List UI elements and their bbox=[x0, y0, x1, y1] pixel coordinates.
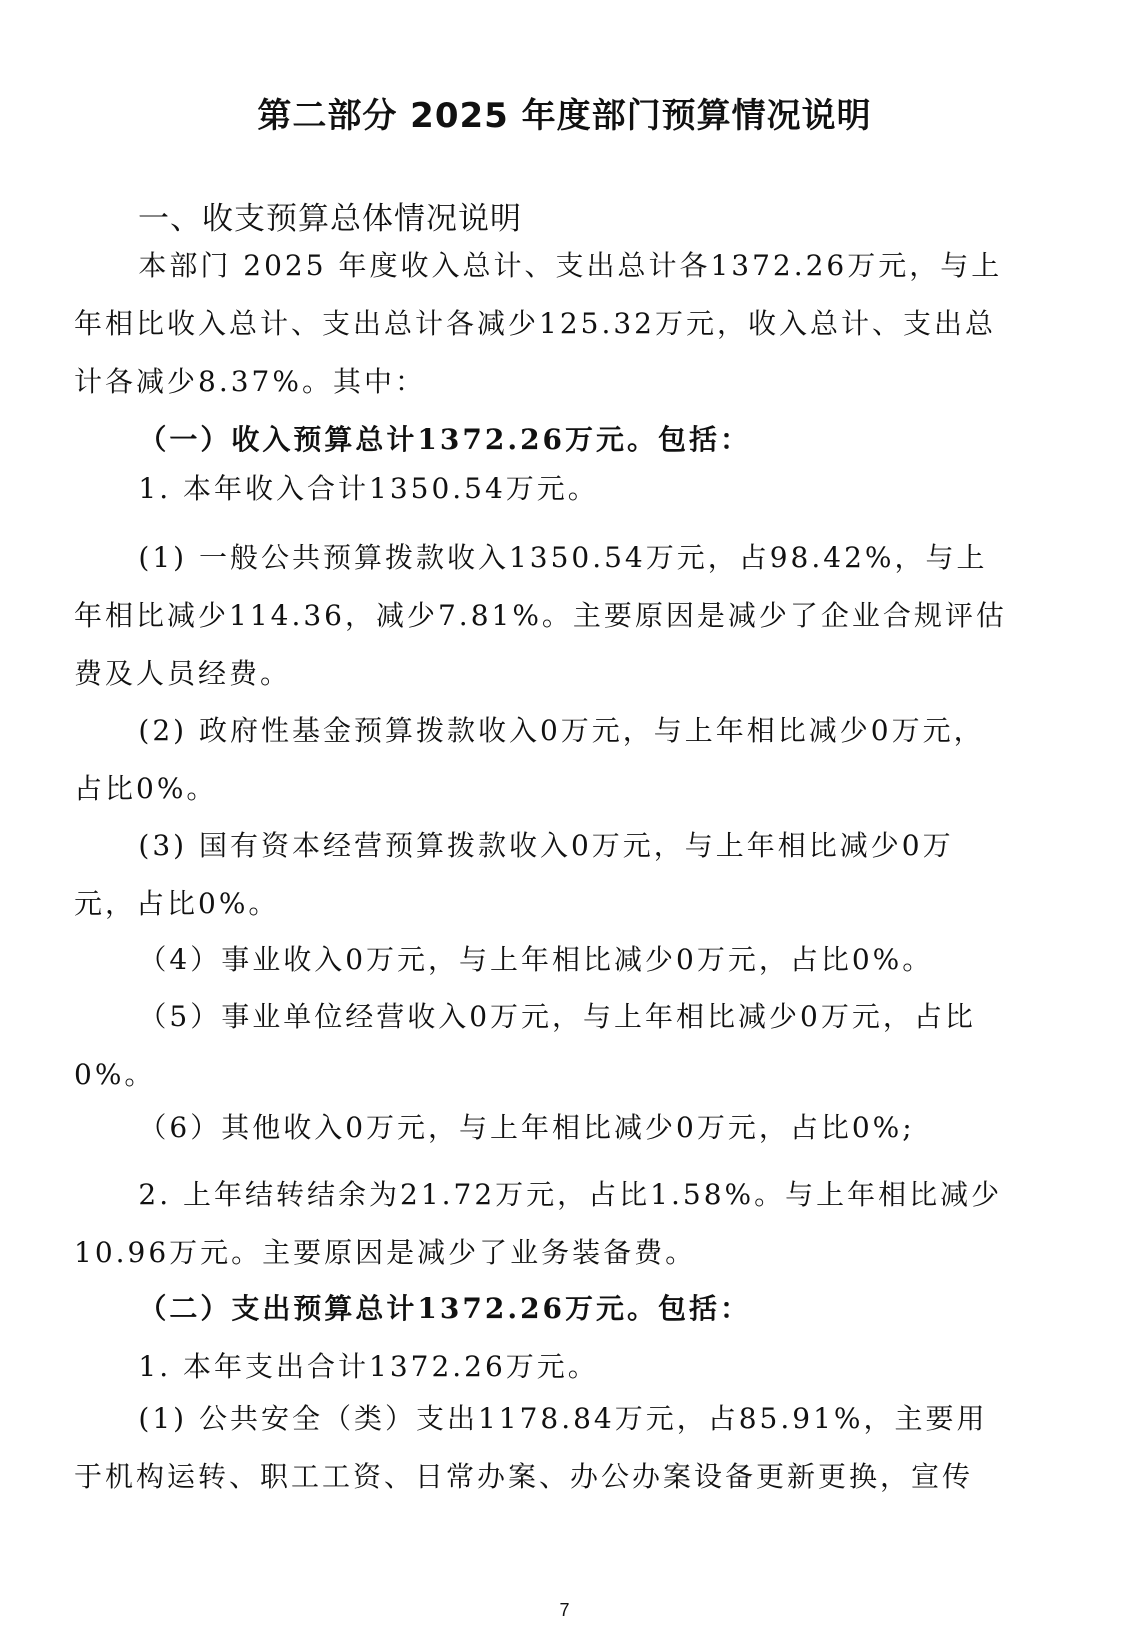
paragraph-public-safety-expenditure: (1) 公共安全（类）支出1178.84万元，占85.91%，主要用于机构运转、职工工资、日常办案、办公办案设备更新更换，宣传 bbox=[74, 1402, 988, 1493]
subheading-income-total: （一）收入预算总计1372.26万元。包括： bbox=[138, 423, 752, 456]
paragraph-current-year-expenditure: 1. 本年支出合计1372.26万元。 bbox=[138, 1350, 599, 1383]
paragraph-current-year-income: 1. 本年收入合计1350.54万元。 bbox=[138, 472, 599, 505]
paragraph-general-budget-income: (1) 一般公共预算拨款收入1350.54万元，占98.42%，与上年相比减少114.36，减少7.81%。主要原因是减少了企业合规评估费及人员经费。 bbox=[74, 541, 1007, 690]
paragraph-state-capital-income: (3) 国有资本经营预算拨款收入0万元，与上年相比减少0万元，占比0%。 bbox=[74, 829, 954, 920]
paragraph-government-fund-income: (2) 政府性基金预算拨款收入0万元，与上年相比减少0万元，占比0%。 bbox=[74, 714, 985, 805]
paragraph-operating-income: （5）事业单位经营收入0万元，与上年相比减少0万元，占比0%。 bbox=[74, 1000, 976, 1091]
paragraph-business-income: （4）事业收入0万元，与上年相比减少0万元，占比0%。 bbox=[138, 943, 934, 976]
paragraph-other-income: （6）其他收入0万元，与上年相比减少0万元，占比0%; bbox=[138, 1111, 915, 1144]
page-title: 第二部分 2025 年度部门预算情况说明 bbox=[257, 96, 872, 136]
section-heading: 一、收支预算总体情况说明 bbox=[138, 201, 522, 237]
subheading-expenditure-total: （二）支出预算总计1372.26万元。包括： bbox=[138, 1292, 752, 1325]
page-number: 7 bbox=[559, 1600, 570, 1620]
paragraph-carryover-balance: 2. 上年结转结余为21.72万元，占比1.58%。与上年相比减少10.96万元。主要原因是减少了业务装备费。 bbox=[74, 1178, 1003, 1269]
paragraph-overview: 本部门 2025 年度收入总计、支出总计各1372.26万元，与上年相比收入总计、支出总计各减少125.32万元，收入总计、支出总计各减少8.37%。其中： bbox=[74, 249, 1003, 398]
